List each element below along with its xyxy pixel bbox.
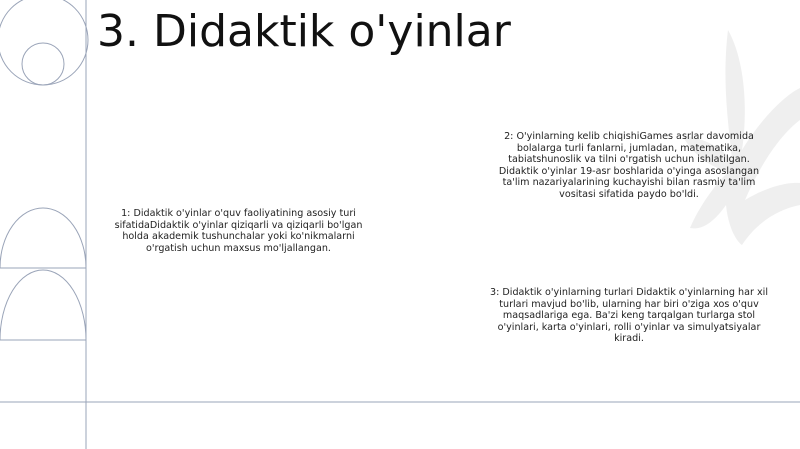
text-block-1: 1: Didaktik o'yinlar o'quv faoliyatining asosiy turi sifatidaDidaktik o'yinlar qiziqarli va qiziqarli bo'lgan holda akademik tushunchalar yoki ko'nikmalarni o'rgatish uchun maxsus mo'ljallangan. (114, 208, 363, 254)
text-block-2: 2: O'yinlarning kelib chiqishiGames asrlar davomida bolalarga turli fanlarni, jumladan, matematika, tabiatshunoslik va tilni o'rgatish uchun ishlatilgan. Didaktik o'yinlar 19-asr boshlarida o'yinga asoslangan ta'lim nazariyalarining kuchayishi bilan rasmiy ta'lim vositasi sifatida paydo bo'ldi. (498, 131, 760, 200)
text-block-3: 3: Didaktik o'yinlarning turlari Didaktik o'yinlarning har xil turlari mavjud bo'lib, ularning har biri o'ziga xos o'quv maqsadlariga ega. Ba'zi keng tarqalgan turlarga stol o'yinlari, karta o'yinlari, rolli o'yinlar va simulyatsiyalar kiradi. (490, 287, 768, 344)
slide-title: 3. Didaktik o'yinlar (97, 6, 511, 57)
